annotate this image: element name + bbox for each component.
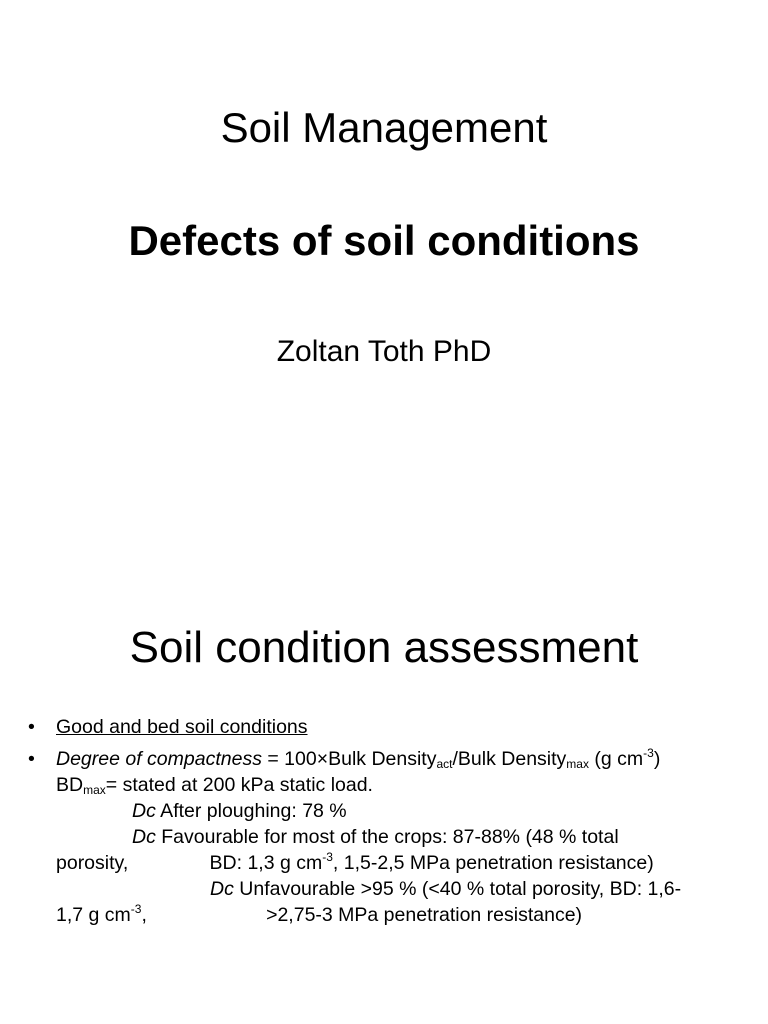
bd-max-definition: $BD_{max}=$ stated at 200 kPa static load. <box>56 774 373 797</box>
dc-unfavourable: Dc Unfavourable >95 % (<40 % total porosity, BD: 1,6- <box>210 878 682 900</box>
slide-heading: Soil condition assessment <box>129 623 639 672</box>
term-degree-of-compactness: Degree of compactness <box>56 748 262 770</box>
list-item-degree-of-compactness <box>24 746 744 928</box>
bullet-icon: • <box>28 748 35 770</box>
dc-favourable-continued: porosity, BD: 1,3 g $cm^{-3}$, 1,5-2,5 MPa penetration resistance) <box>56 850 654 874</box>
slide-body <box>24 714 744 928</box>
dc-after-ploughing: Dc After ploughing: 78 % <box>132 800 347 822</box>
author-name: Zoltan Toth PhD <box>276 335 492 368</box>
list-item-good-bed-conditions <box>24 714 744 740</box>
compactness-formula: Degree of compactness = 100×Bulk Density$_{act}$/Bulk Density$_{max}$ (g $cm^{-3}$) <box>56 746 661 771</box>
dc-unfavourable-continued: 1,7 g $cm^{-3}$, >2,75-3 MPa penetration resistance) <box>56 902 583 926</box>
content-slide <box>0 576 768 1024</box>
slide-title: Soil Management <box>220 104 548 151</box>
bullet-icon: • <box>28 716 35 738</box>
bullet-text: Good and bed soil conditions <box>56 716 308 738</box>
slide-subtitle: Defects of soil conditions <box>128 217 640 264</box>
dc-favourable: Dc Favourable for most of the crops: 87-88% (48 % total <box>132 826 619 848</box>
